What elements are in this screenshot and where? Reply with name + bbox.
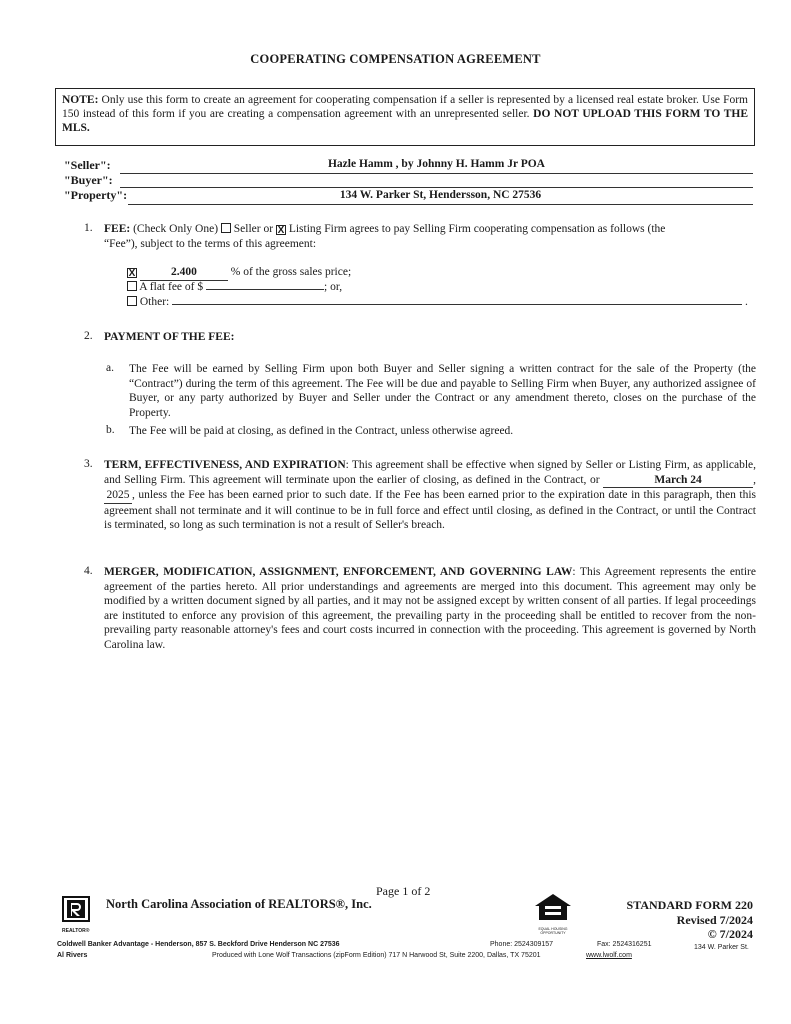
- section-3-number: 3.: [84, 458, 93, 470]
- form-copyright: © 7/2024: [707, 927, 753, 941]
- payment-heading: PAYMENT OF THE FEE:: [104, 331, 235, 343]
- agent-name: Al Rivers: [57, 952, 88, 959]
- flat-fee-suffix: ; or,: [324, 281, 343, 293]
- property-label: "Property":: [64, 188, 128, 202]
- check-only-one-text: (Check Only One): [133, 223, 219, 235]
- payment-b-label: b.: [106, 424, 115, 436]
- note-label: NOTE:: [62, 94, 99, 106]
- term-text-b: , unless the Fee has been earned prior to such date. If the Fee has been earned prior to the expiration date in this paragraph, then this agreement shall not terminate and it will continue to be in full force and effect until closing, as defined in the Contract, or until the Contract is terminated, so long as such termination is not a result of Seller's breach.: [104, 489, 756, 532]
- payment-a-text: The Fee will be earned by Selling Firm upon both Buyer and Seller signing a written contract for the sale of the Property (the “Contract”) during the term of this agreement. The Fee will be due and payable to Selling Firm when Buyer, any authorized assignee of Buyer, or any party authorized by Buyer and Seller under the Contract or any amendment thereto, closes on the purchase of the Property.: [129, 363, 756, 419]
- form-identifier: [600, 898, 753, 942]
- seller-option-label: Seller or: [233, 223, 274, 235]
- phone-number: Phone: 2524309157: [490, 941, 554, 948]
- merger-paragraph: [104, 565, 756, 653]
- term-heading: TERM, EFFECTIVENESS, AND EXPIRATION: [104, 459, 346, 471]
- expiration-date-field[interactable]: March 24: [603, 473, 753, 489]
- note-warning: DO NOT UPLOAD THIS FORM TO THE MLS.: [62, 108, 748, 134]
- realtor-logo-icon: [62, 896, 90, 926]
- fee-text-line2: “Fee”), subject to the terms of this agreement:: [104, 237, 317, 250]
- realtor-logo: [62, 896, 90, 934]
- other-field[interactable]: [172, 304, 742, 305]
- flat-fee-checkbox[interactable]: [127, 281, 137, 291]
- flat-fee-text: A flat fee of $: [139, 281, 204, 293]
- buyer-field[interactable]: [120, 173, 753, 188]
- expiration-year-field[interactable]: 2025: [104, 488, 132, 504]
- form-name: STANDARD FORM 220: [626, 898, 753, 912]
- website-link[interactable]: www.lwolf.com: [586, 952, 632, 959]
- merger-text: : This Agreement represents the entire agreement of the parties hereto. All prior understandings and agreements are merged into this document. This agreement may only be modified by a written document signed by all parties, and it may not be assigned except by written consent of all parties. If legal proceedings are instituted to enforce any provision of this agreement, the prevailing party in the proceeding shall be entitled to recover from the non-prevailing party reasonable attorney's fees and court costs incurred in connection with the proceeding. This agreement is governed by North Carolina law.: [104, 566, 756, 651]
- fee-heading: FEE:: [104, 223, 131, 235]
- association-name: North Carolina Association of REALTORS®, Inc.: [106, 897, 372, 911]
- note-text: Only use this form to create an agreement for cooperating compensation if a seller is represented by a licensed real estate broker. Use Form 150 instead of this form if you are creating a compensation agreement with an unrepresented seller.: [62, 94, 748, 120]
- payment-a-label: a.: [106, 362, 114, 374]
- fee-options: X 2.400 % of the gross sales price; A flat fee of $ ; or, Other: .: [128, 266, 748, 308]
- payment-b-text: The Fee will be paid at closing, as defined in the Contract, unless otherwise agreed.: [129, 425, 514, 437]
- merger-heading: MERGER, MODIFICATION, ASSIGNMENT, ENFORCEMENT, AND GOVERNING LAW: [104, 566, 573, 578]
- seller-checkbox[interactable]: [221, 223, 231, 233]
- percent-text: % of the gross sales price;: [230, 266, 352, 278]
- other-checkbox[interactable]: [127, 296, 137, 306]
- section-4-number: 4.: [84, 565, 93, 577]
- note-box: [55, 88, 755, 146]
- equal-housing-logo: [533, 892, 573, 935]
- term-text-a: : This agreement shall be effective when signed by Seller or Listing Firm, as applicable, and Selling Firm. This agreement will terminate upon the earlier of closing, as defined in the Contract, or: [104, 459, 756, 486]
- equal-housing-text: EQUAL HOUSING OPPORTUNITY: [538, 927, 568, 935]
- term-paragraph: TERM, EFFECTIVENESS, AND EXPIRATION: This agreement shall be effective when signed by Seller or Listing Firm, as applicable, and Selling Firm. This agreement will terminate upon the earlier of closing, as defined in the Contract, or March 24 , 2025 , unless the Fee has been earned prior to such date. If the Fee has been earned prior to the expiration date in this paragraph, then this agreement shall not terminate and it will continue to be in full force and effect until closing, as defined in the Contract, or until the Contract is terminated, so long as such termination is not a result of Seller's breach.: [104, 459, 756, 532]
- section-1-number: 1.: [84, 222, 93, 234]
- property-short: 134 W. Parker St.: [694, 944, 749, 951]
- produced-by: Produced with Lone Wolf Transactions (zipForm Edition) 717 N Harwood St, Suite 2200, Dallas, TX 75201: [212, 952, 541, 959]
- brokerage-info: Coldwell Banker Advantage - Henderson, 857 S. Beckford Drive Henderson NC 27536: [57, 941, 340, 948]
- section-2-number: 2.: [84, 330, 93, 342]
- property-field[interactable]: 134 W. Parker St, Hendersson, NC 27536: [128, 189, 753, 205]
- fax-number: Fax: 2524316251: [597, 941, 652, 948]
- realtor-logo-text: REALTOR®: [62, 928, 90, 934]
- listing-firm-checkbox[interactable]: X: [277, 225, 285, 236]
- form-title: COOPERATING COMPENSATION AGREEMENT: [250, 52, 541, 66]
- page-number: Page 1 of 2: [376, 884, 431, 898]
- percent-field[interactable]: 2.400: [140, 265, 228, 281]
- other-text: Other:: [139, 296, 170, 308]
- fee-paragraph: [104, 222, 756, 251]
- fee-text-line1: Listing Firm agrees to pay Selling Firm cooperating compensation as follows (the: [288, 223, 666, 235]
- form-revised: Revised 7/2024: [676, 912, 753, 927]
- flat-fee-field[interactable]: [206, 289, 324, 290]
- seller-label: "Seller":: [64, 158, 111, 172]
- percent-checkbox[interactable]: X: [128, 268, 136, 279]
- seller-field[interactable]: Hazle Hamm , by Johnny H. Hamm Jr POA: [120, 158, 753, 174]
- equal-housing-icon: [533, 892, 573, 922]
- buyer-label: "Buyer":: [64, 173, 113, 187]
